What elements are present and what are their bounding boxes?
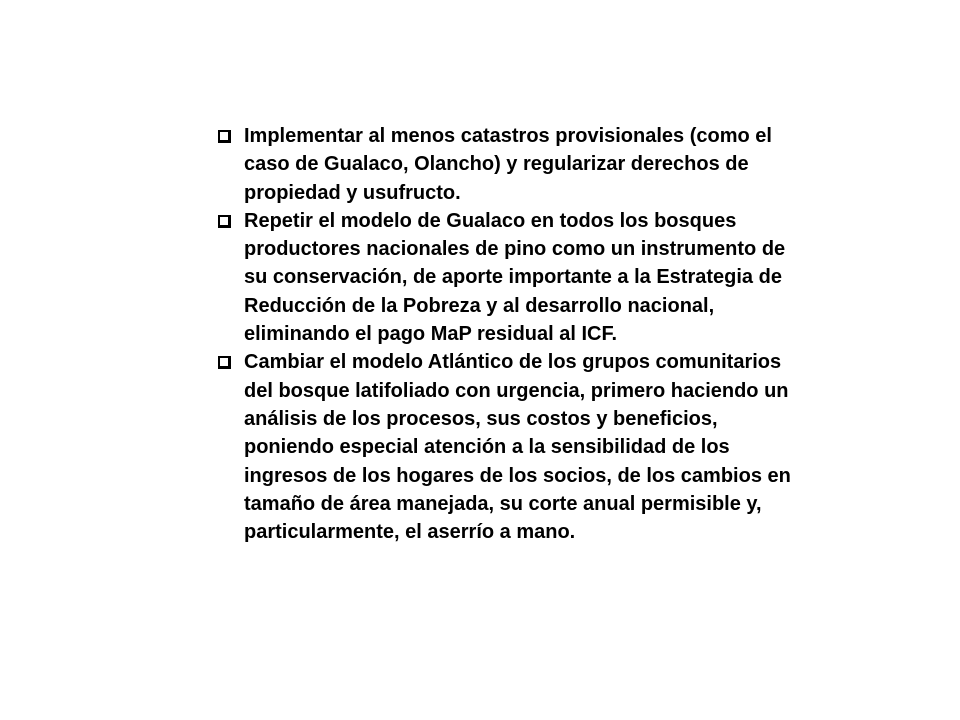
bullet-list — [214, 122, 794, 546]
checkbox-icon — [218, 215, 231, 228]
bullet-item-catastros — [214, 122, 794, 207]
checkbox-icon — [218, 356, 231, 369]
bullet-item-modelo-gualaco — [214, 207, 794, 348]
bullet-text: Repetir el modelo de Gualaco en todos los bosques productores nacionales de pino como un instrumento de su conservación, de aporte importante a la Estrategia de Reducción de la Pobreza y al desarrollo nacional, eliminando el pago MaP residual al ICF. — [244, 209, 786, 346]
checkbox-icon — [218, 130, 231, 143]
bullet-item-modelo-atlantico — [214, 348, 794, 546]
bullet-text: Cambiar el modelo Atlántico de los grupos comunitarios del bosque latifoliado con urgencia, primero haciendo un análisis de los procesos, sus costos y beneficios, poniendo especial atención a la sensibilidad de los ingresos de los hogares de los socios, de los cambios en tamaño de área manejada, su corte anual permisible y, particularmente, el aserrío a mano. — [244, 351, 791, 544]
bullet-text: Implementar al menos catastros provisionales (como el caso de Gualaco, Olancho) y regularizar derechos de propiedad y usufructo. — [244, 125, 772, 204]
